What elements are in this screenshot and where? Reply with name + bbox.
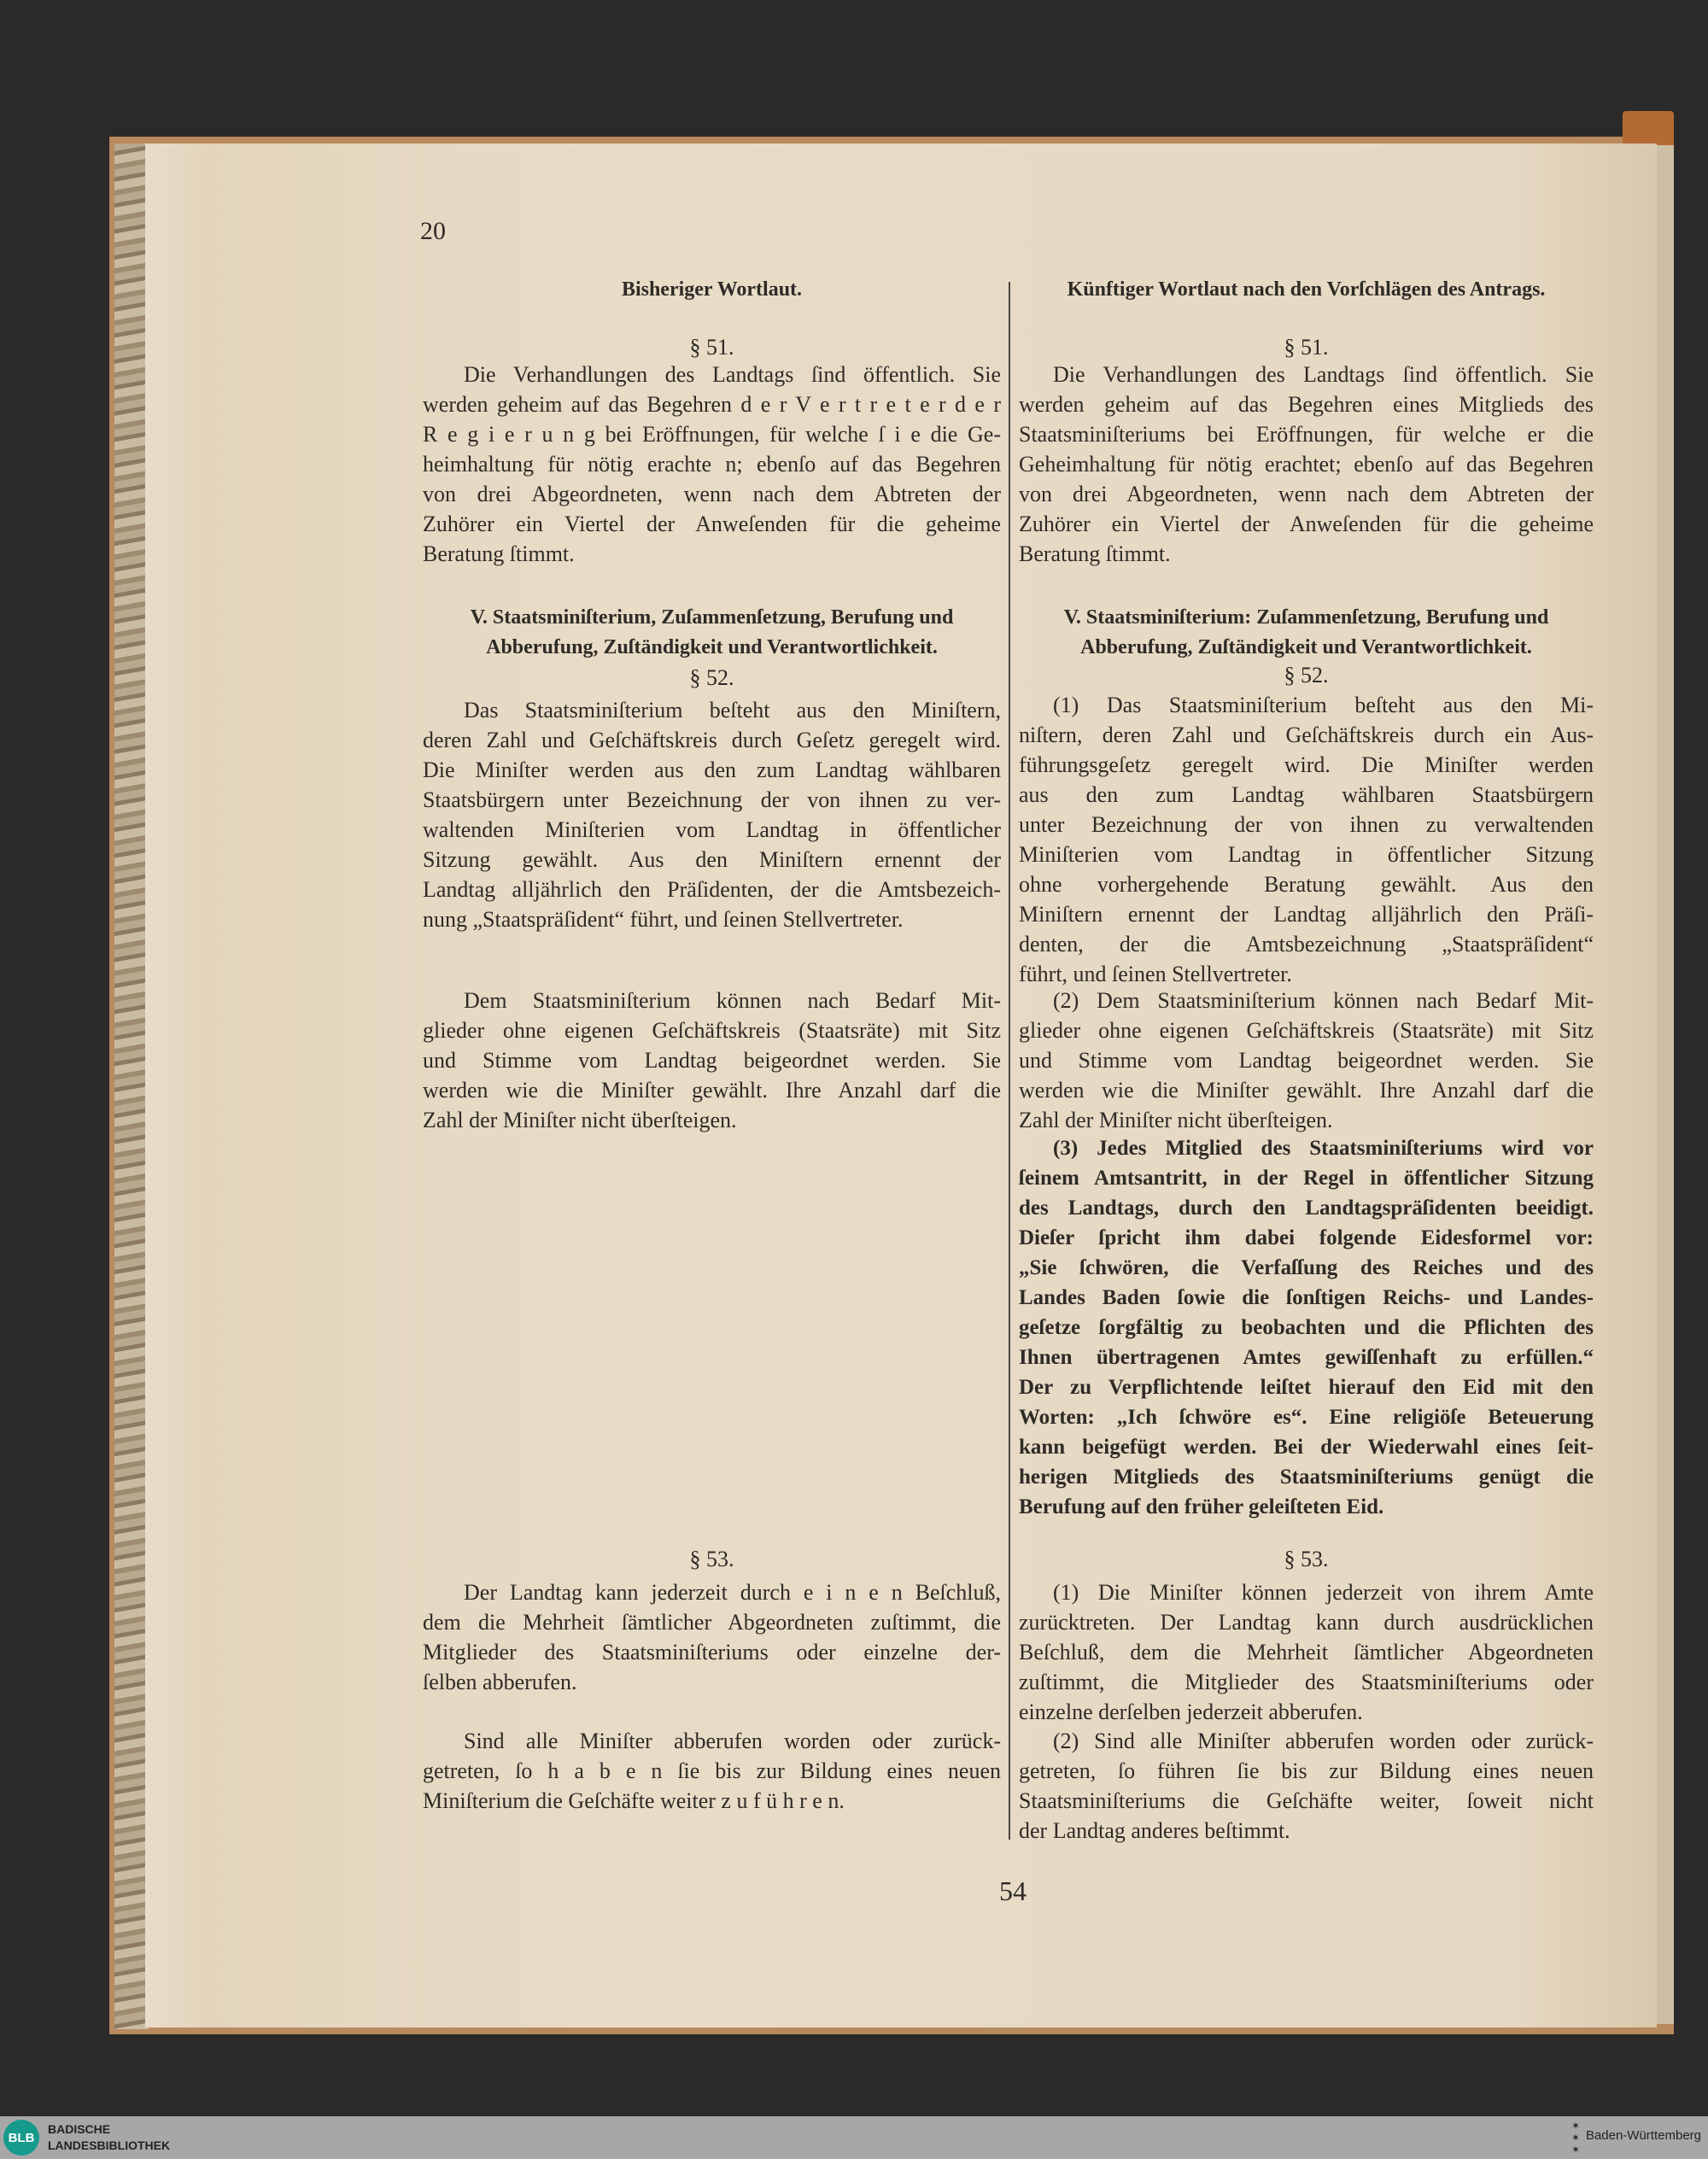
text-line: Zahl der Miniſter nicht überſteigen. <box>1019 1108 1333 1132</box>
text-line: Miniſtern ernennt der Landtag alljährlich den Präſi- <box>1019 902 1594 927</box>
text-line: Sitzung gewählt. Aus den Miniſtern ernennt der <box>423 847 1001 872</box>
text-line: nung „Staatspräſident“ führt, und ſeinen Stellvertreter. <box>423 907 904 932</box>
text-line: herigen Mitglieds des Staatsminiſteriums genügt die <box>1019 1466 1594 1489</box>
state-lions-icon: ✶ ✶ ✶ <box>1571 2120 1580 2156</box>
text-line: Landes Baden ſowie die ſonſtigen Reichs- und Landes- <box>1019 1286 1594 1309</box>
library-name-line2: LANDESBIBLIOTHEK <box>48 2139 171 2152</box>
text-line: Beratung ſtimmt. <box>423 541 575 566</box>
library-name-line1: BADISCHE <box>48 2122 111 2136</box>
text-line: getreten, ſo h a b e n ſie bis zur Bildung eines neuen <box>423 1758 1001 1783</box>
text-line: zuſtimmt, die Mitglieder des Staatsminiſteriums oder <box>1019 1670 1594 1694</box>
right-column-header: Künftiger Wortlaut nach den Vorſchlägen des Antrags. <box>1067 278 1546 301</box>
text-line: (3) Jedes Mitglied des Staatsminiſteriums wird vor <box>1053 1137 1594 1160</box>
text-line: und Stimme vom Landtag beigeordnet werden. Sie <box>1019 1048 1594 1073</box>
chapter-heading-line: Abberufung, Zuſtändigkeit und Verantwortlichkeit. <box>486 636 938 658</box>
text-line: Das Staatsminiſterium beſteht aus den Miniſtern, <box>464 698 1001 723</box>
text-line: Ihnen übertragenen Amtes gewiſſenhaft zu erfüllen.“ <box>1019 1346 1594 1369</box>
text-line: Worten: „Ich ſchwöre es“. Eine religiöſe Beteuerung <box>1019 1406 1594 1429</box>
text-line: werden geheim auf das Begehren eines Mitglieds des <box>1019 392 1594 417</box>
text-line: Staatsbürgern unter Bezeichnung der von ihnen zu ver- <box>423 787 1001 812</box>
text-line: Geheimhaltung für nötig erachtet; ebenſo auf das Begehren <box>1019 452 1594 477</box>
section-number: § 53. <box>689 1547 734 1571</box>
text-line: führt, und ſeinen Stellvertreter. <box>1019 962 1292 986</box>
text-line: ſelben abberufen. <box>423 1670 577 1694</box>
text-line: werden wie die Miniſter gewählt. Ihre Anzahl darf die <box>1019 1078 1594 1103</box>
text-line: (2) Dem Staatsminiſterium können nach Bedarf Mit- <box>1053 988 1594 1013</box>
text-line: kann beigefügt werden. Bei der Wiederwahl eines ſeit- <box>1019 1436 1594 1459</box>
text-line: glieder ohne eigenen Geſchäftskreis (Staatsräte) mit Sitz <box>1019 1018 1594 1043</box>
text-line: ſeinem Amtsantritt, in der Regel in öffentlicher Sitzung <box>1019 1167 1594 1190</box>
page-number-bottom: 54 <box>999 1875 1027 1906</box>
text-line: Der Landtag kann jederzeit durch e i n e n Beſchluß, <box>464 1580 1001 1605</box>
text-line: Staatsminiſteriums die Geſchäfte weiter, ſoweit nicht <box>1019 1788 1594 1813</box>
chapter-heading-line: V. Staatsminiſterium: Zuſammenſetzung, Berufung und <box>1063 606 1549 629</box>
text-line: dem die Mehrheit ſämtlicher Abgeordneten zuſtimmt, die <box>423 1610 1001 1635</box>
text-line: werden geheim auf das Begehren d e r V e r t r e t e r d e r <box>423 392 1001 417</box>
text-line: waltenden Miniſterien vom Landtag in öffentlicher <box>423 817 1001 842</box>
text-line: R e g i e r u n g bei Eröffnungen, für welche ſ i e die Ge- <box>423 422 1001 447</box>
page-number-top: 20 <box>420 217 446 245</box>
text-line: (1) Das Staatsminiſterium beſteht aus den Mi- <box>1053 693 1594 717</box>
text-line: Beratung ſtimmt. <box>1019 541 1171 566</box>
text-line: Dem Staatsminiſterium können nach Bedarf Mit- <box>464 988 1001 1013</box>
text-line: deren Zahl und Geſchäftskreis durch Geſetz geregelt wird. <box>423 728 1001 752</box>
text-line: Die Miniſter werden aus den zum Landtag wählbaren <box>423 758 1001 782</box>
chapter-heading-line: V. Staatsminiſterium, Zuſammenſetzung, Berufung und <box>470 606 954 629</box>
section-number: § 53. <box>1284 1547 1329 1571</box>
text-line: denten, der die Amtsbezeichnung „Staatspräſident“ <box>1019 932 1594 957</box>
text-line: aus den zum Landtag wählbaren Staatsbürgern <box>1019 782 1594 807</box>
text-line: (1) Die Miniſter können jederzeit von ihrem Amte <box>1053 1580 1594 1605</box>
text-line: „Sie ſchwören, die Verfaſſung des Reiches und des <box>1019 1256 1594 1279</box>
column-divider <box>1009 282 1010 1840</box>
text-line: Sind alle Miniſter abberufen worden oder zurück- <box>464 1729 1001 1753</box>
marbled-edge <box>114 143 149 2029</box>
text-line: einzelne derſelben jederzeit abberufen. <box>1019 1700 1363 1724</box>
text-line: von drei Abgeordneten, wenn nach dem Abtreten der <box>423 482 1001 506</box>
text-line: Miniſterien vom Landtag in öffentlicher Sitzung <box>1019 842 1594 867</box>
blb-logo-icon[interactable]: BLB <box>3 2120 39 2156</box>
text-line: Mitglieder des Staatsminiſteriums oder einzelne der- <box>423 1640 1001 1665</box>
footer-bar <box>0 2116 1708 2159</box>
section-number: § 51. <box>689 335 734 360</box>
text-line: (2) Sind alle Miniſter abberufen worden oder zurück- <box>1053 1729 1594 1753</box>
text-line: heimhaltung für nötig erachte n; ebenſo auf das Begehren <box>423 452 1001 477</box>
left-column-header: Bisheriger Wortlaut. <box>621 278 803 301</box>
section-number: § 51. <box>1284 335 1329 360</box>
text-line: Miniſterium die Geſchäfte weiter z u f ü h r e n. <box>423 1788 845 1813</box>
text-line: Berufung auf den früher geleiſteten Eid. <box>1019 1495 1384 1518</box>
text-line: Zahl der Miniſter nicht überſteigen. <box>423 1108 737 1132</box>
section-number: § 52. <box>689 665 734 690</box>
text-line: getreten, ſo führen ſie bis zur Bildung eines neuen <box>1019 1758 1594 1783</box>
state-name[interactable]: Baden-Württemberg <box>1585 2128 1701 2143</box>
text-line: Die Verhandlungen des Landtags ſind öffentlich. Sie <box>1053 362 1594 387</box>
text-line: und Stimme vom Landtag beigeordnet werden. Sie <box>423 1048 1001 1073</box>
text-line: niſtern, deren Zahl und Geſchäftskreis durch ein Aus- <box>1019 723 1594 747</box>
text-line: glieder ohne eigenen Geſchäftskreis (Staatsräte) mit Sitz <box>423 1018 1001 1043</box>
library-name[interactable] <box>48 2121 170 2154</box>
page-edge <box>1657 145 1674 2024</box>
text-line: Der zu Verpflichtende leiſtet hierauf den Eid mit den <box>1019 1376 1594 1399</box>
text-line: geſetze ſorgfältig zu beobachten und die Pflichten des <box>1019 1316 1594 1339</box>
text-line: Staatsminiſteriums bei Eröffnungen, für welche er die <box>1019 422 1594 447</box>
text-line: Die Verhandlungen des Landtags ſind öffentlich. Sie <box>464 362 1001 387</box>
text-line: der Landtag anderes beſtimmt. <box>1019 1818 1290 1843</box>
text-line: des Landtags, durch den Landtagspräſidenten beeidigt. <box>1019 1197 1594 1220</box>
text-line: Dieſer ſpricht ihm dabei folgende Eidesformel vor: <box>1019 1226 1594 1249</box>
text-line: führungsgeſetz geregelt wird. Die Miniſter werden <box>1019 752 1594 777</box>
text-line: zurücktreten. Der Landtag kann durch ausdrücklichen <box>1019 1610 1594 1635</box>
text-line: von drei Abgeordneten, wenn nach dem Abtreten der <box>1019 482 1594 506</box>
text-line: unter Bezeichnung der von ihnen zu verwaltenden <box>1019 812 1594 837</box>
text-line: Beſchluß, dem die Mehrheit ſämtlicher Abgeordneten <box>1019 1640 1594 1665</box>
section-number: § 52. <box>1284 663 1329 687</box>
text-line: Zuhörer ein Viertel der Anweſenden für die geheime <box>423 512 1001 536</box>
text-line: Landtag alljährlich den Präſidenten, der die Amtsbezeich- <box>423 877 1001 902</box>
text-line: werden wie die Miniſter gewählt. Ihre Anzahl darf die <box>423 1078 1001 1103</box>
text-line: ohne vorhergehende Beratung gewählt. Aus den <box>1019 872 1594 897</box>
text-line: Zuhörer ein Viertel der Anweſenden für die geheime <box>1019 512 1594 536</box>
chapter-heading-line: Abberufung, Zuſtändigkeit und Verantwortlichkeit. <box>1080 636 1532 658</box>
